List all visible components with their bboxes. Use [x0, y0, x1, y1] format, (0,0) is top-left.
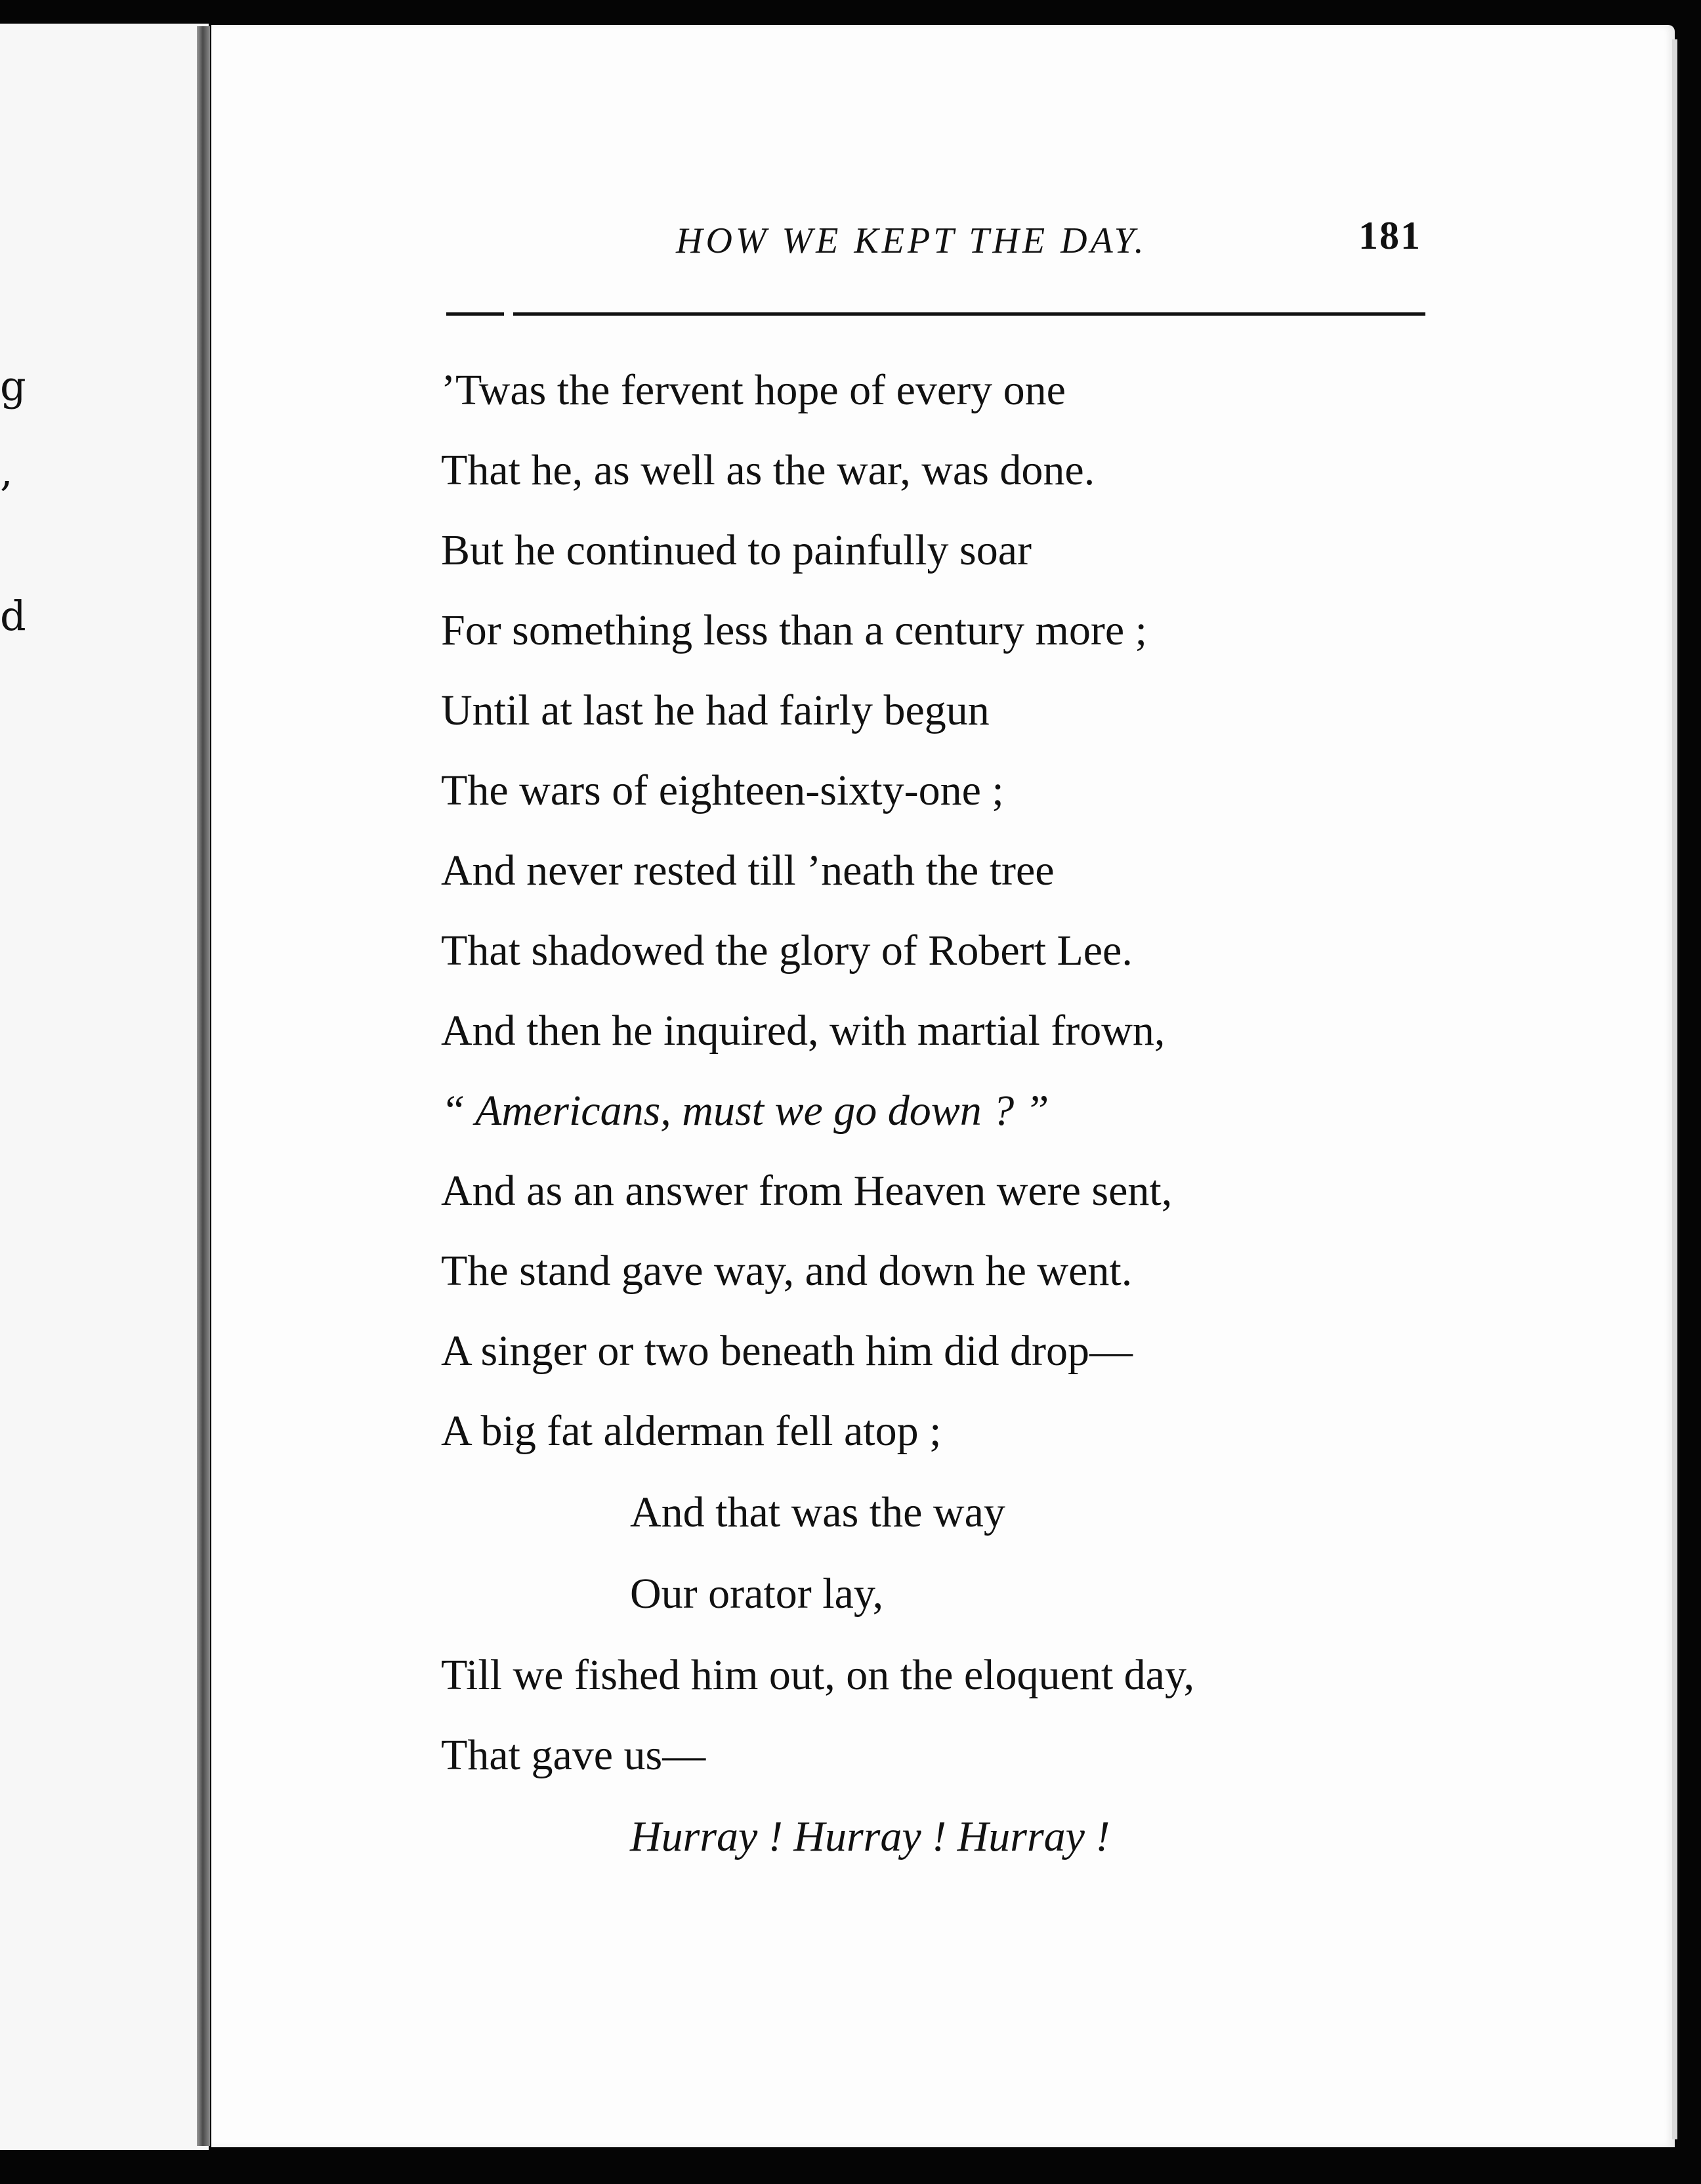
page-edge	[1672, 39, 1677, 2139]
poem-line: And as an answer from Heaven were sent,	[441, 1167, 1173, 1215]
poem-line: For something less than a century more ;	[441, 606, 1147, 654]
poem-line-indented: Our orator lay,	[630, 1570, 884, 1618]
poem-line: A big fat alderman fell atop ;	[441, 1407, 942, 1455]
poem-line: And then he inquired, with martial frown,	[441, 1007, 1166, 1055]
facing-page-fragment: g	[0, 362, 26, 410]
poem-line: The wars of eighteen-sixty-one ;	[441, 766, 1004, 814]
running-title: HOW WE KEPT THE DAY.	[676, 220, 1147, 261]
header-rule	[446, 312, 1425, 316]
poem-line: Until at last he had fairly begun	[441, 686, 990, 734]
poem-line-italic: “ Americans, must we go down ? ”	[441, 1087, 1049, 1135]
poem-line: And never rested till ’neath the tree	[441, 847, 1055, 894]
book-gutter	[197, 26, 210, 2146]
poem-line: The stand gave way, and down he went.	[441, 1247, 1133, 1295]
poem-line: That he, as well as the war, was done.	[441, 446, 1095, 494]
poem-line: Till we fished him out, on the eloquent day,	[441, 1651, 1195, 1699]
poem-line: ’Twas the fervent hope of every one	[441, 366, 1066, 414]
poem-line: A singer or two beneath him did drop—	[441, 1327, 1133, 1375]
header-rule-gap	[504, 311, 513, 317]
page-number: 181	[1358, 214, 1421, 257]
poem-line: But he continued to painfully soar	[441, 526, 1032, 574]
facing-page-fragment: ,	[0, 448, 13, 495]
facing-page-edge	[0, 24, 209, 2150]
facing-page-fragment: d	[0, 592, 26, 640]
poem-line: That gave us—	[441, 1731, 706, 1779]
poem-line: That shadowed the glory of Robert Lee.	[441, 927, 1133, 975]
poem-line-italic: Hurray ! Hurray ! Hurray !	[630, 1813, 1110, 1860]
poem-line-indented: And that was the way	[630, 1488, 1005, 1536]
